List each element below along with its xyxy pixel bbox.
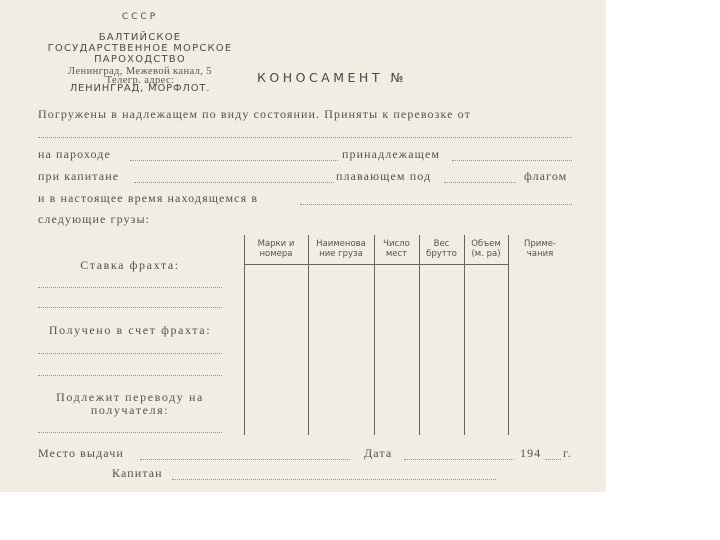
flag-field	[444, 182, 516, 183]
table-divider	[508, 235, 509, 435]
table-divider	[374, 235, 375, 435]
company-address: Ленинград, Межевой канал, 5	[68, 66, 212, 77]
table-divider	[419, 235, 420, 435]
transfer-label-2: получателя:	[90, 403, 170, 417]
table-divider	[308, 235, 309, 435]
captain-signature-field	[172, 479, 496, 480]
captain-label: при капитане	[38, 169, 120, 183]
company-line-3: ПАРОХОДСТВО	[94, 54, 186, 65]
col-header-marks: Марки и номера	[257, 239, 295, 259]
company-line-2: ГОСУДАРСТВЕННОЕ МОРСКОЕ	[47, 43, 233, 54]
telegraph-label: Телегр. адрес:	[105, 75, 175, 86]
flag-suffix: флагом	[524, 169, 568, 183]
issue-place-field	[140, 459, 350, 460]
captain-field	[134, 182, 334, 183]
steamer-label: на пароходе	[38, 147, 111, 161]
loading-statement: Погружены в надлежащем по виду состоянии. Приняты к перевозке от	[38, 107, 471, 121]
date-field	[404, 459, 514, 460]
freight-rate-field-2	[38, 307, 222, 308]
company-line-1: БАЛТИЙСКОЕ	[98, 32, 182, 43]
freight-rate-label: Ставка фрахта:	[80, 258, 180, 272]
owner-label: принадлежащем	[342, 147, 441, 161]
col-header-gross-weight: Вес брутто	[426, 239, 457, 259]
year-field	[545, 459, 561, 460]
location-field	[300, 204, 572, 205]
transfer-field	[38, 432, 222, 433]
table-header-rule	[244, 264, 508, 265]
received-label: Получено в счет фрахта:	[48, 323, 212, 337]
telegraph-address: ЛЕНИНГРАД, МОРФЛОТ.	[69, 83, 211, 94]
received-field-2	[38, 375, 222, 376]
received-field-1	[38, 353, 222, 354]
col-header-remarks: Приме- чания	[523, 239, 557, 259]
col-header-packages: Число мест	[383, 239, 410, 259]
issue-place-label: Место выдачи	[38, 446, 124, 460]
col-header-cargo-name: Наименова ние груза	[316, 239, 366, 259]
cargo-table	[244, 235, 572, 435]
owner-field	[452, 160, 572, 161]
cargo-label: следующие грузы:	[38, 212, 151, 226]
date-label: Дата	[364, 446, 393, 460]
freight-rate-field-1	[38, 287, 222, 288]
table-border-left	[244, 235, 245, 435]
year-suffix: г.	[563, 446, 572, 460]
year-label: 194	[520, 446, 542, 460]
transfer-label-1: Подлежит переводу на	[56, 390, 204, 404]
captain-signature-label: Капитан	[112, 466, 163, 480]
flag-label: плавающем под	[336, 169, 432, 183]
col-header-volume: Объем (м. ра)	[471, 239, 501, 259]
steamer-field	[130, 160, 338, 161]
table-divider	[464, 235, 465, 435]
location-label: и в настоящее время находящемся в	[38, 191, 259, 205]
country-label: СССР	[121, 12, 159, 22]
document-title: КОНОСАМЕНТ №	[257, 70, 407, 85]
shipper-field	[38, 137, 572, 138]
